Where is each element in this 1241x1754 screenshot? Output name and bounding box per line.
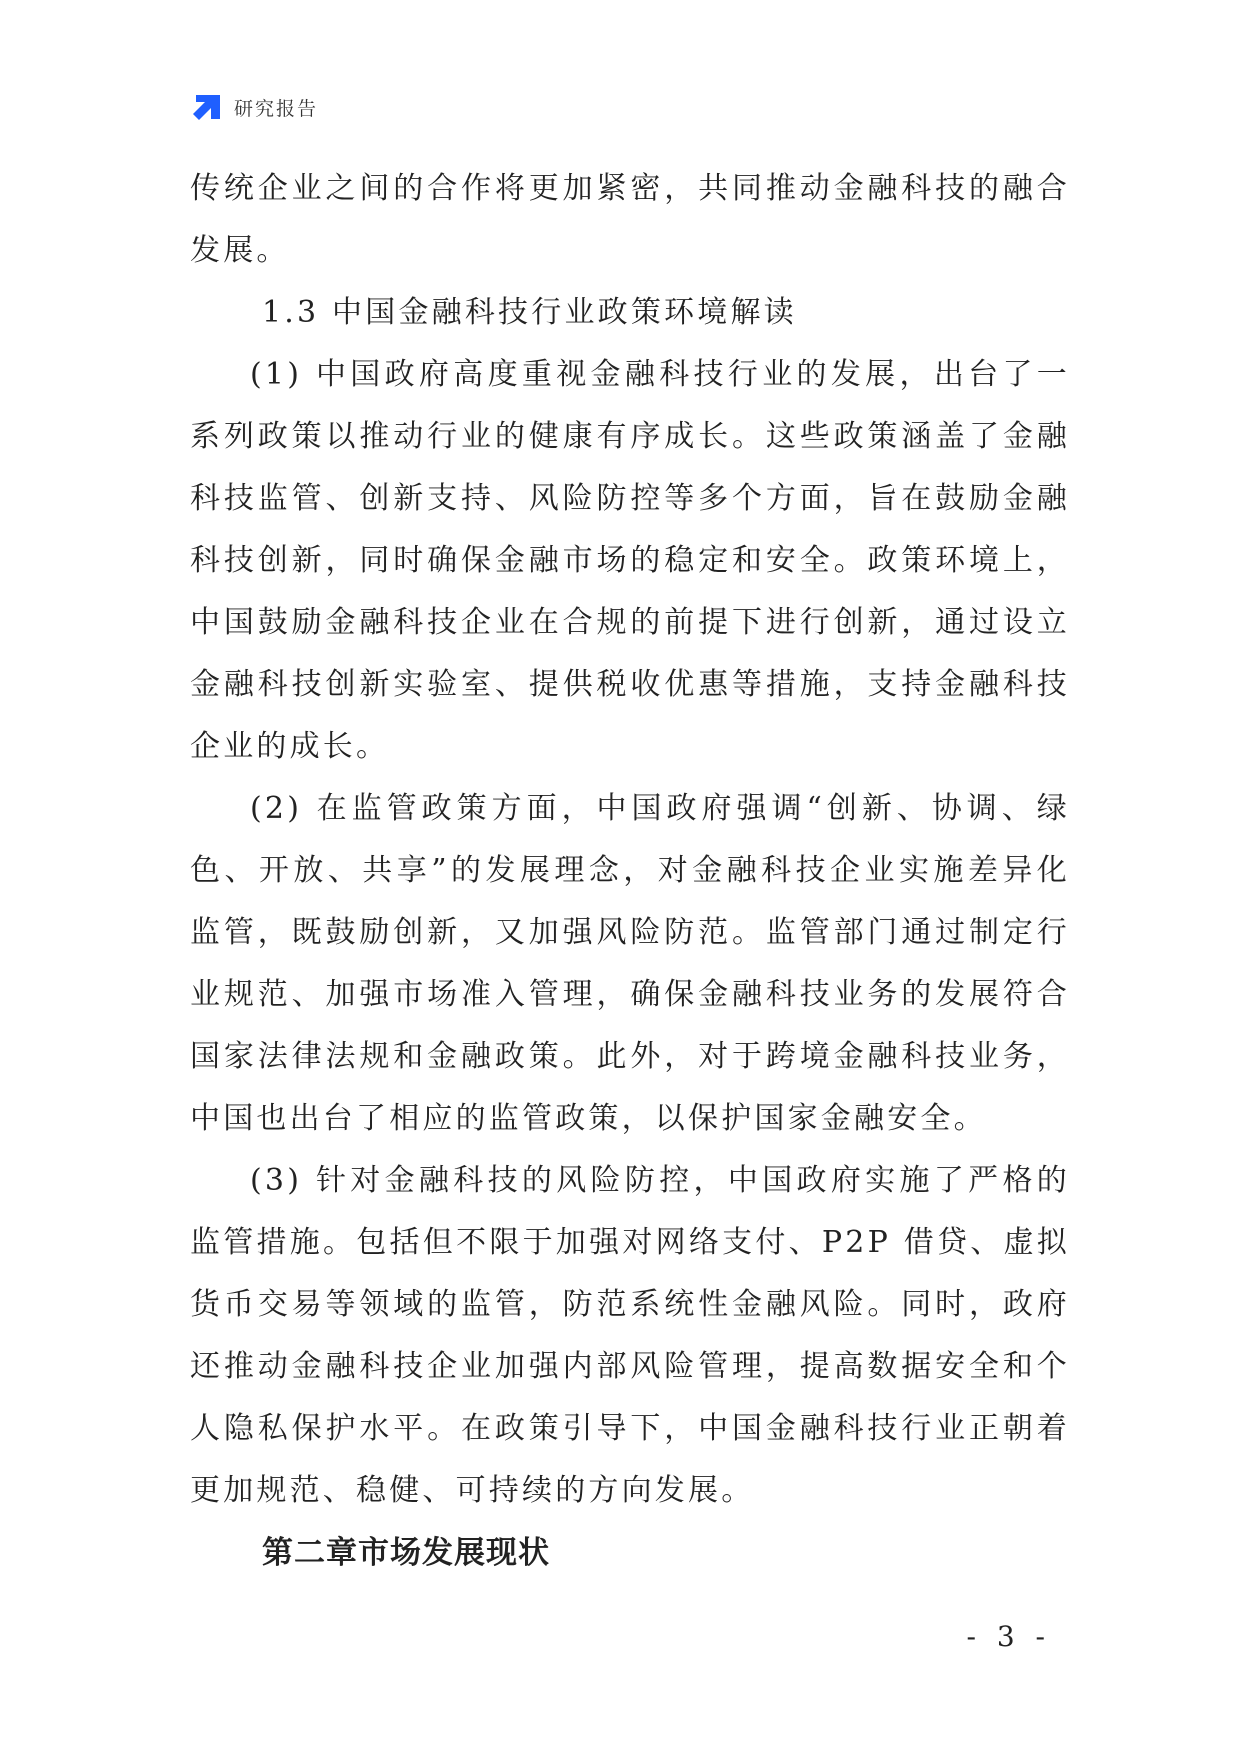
arrow-up-right-icon [190,91,222,123]
report-header [190,90,318,124]
policy-paragraph-3: (3) 针对金融科技的风险防控，中国政府实施了严格的监管措施。包括但不限于加强对网络支付、P2P 借贷、虚拟货币交易等领域的监管，防范系统性金融风险。同时，政府还推动金融科技企业加强内部风险管理，提高数据安全和个人隐私保护水平。在政策引导下，中国金融科技行业正朝着更加规范、稳健、可持续的方向发展。 [190,1163,1070,1508]
chapter-heading: 第二章市场发展现状 [262,1535,550,1571]
document-body [190,158,1070,1584]
intro-paragraph: 传统企业之间的合作将更加紧密，共同推动金融科技的融合发展。 [190,171,1070,268]
page-number: - 3 - [966,1620,1051,1653]
policy-paragraph-1: (1) 中国政府高度重视金融科技行业的发展，出台了一系列政策以推动行业的健康有序成长。这些政策涵盖了金融科技监管、创新支持、风险防控等多个方面，旨在鼓励金融科技创新，同时确保金融市场的稳定和安全。政策环境上，中国鼓励金融科技企业在合规的前提下进行创新，通过设立金融科技创新实验室、提供税收优惠等措施，支持金融科技企业的成长。 [190,357,1070,764]
section-heading: 1.3 中国金融科技行业政策环境解读 [262,295,797,330]
policy-paragraph-2: (2) 在监管政策方面，中国政府强调“创新、协调、绿色、开放、共享”的发展理念，对金融科技企业实施差异化监管，既鼓励创新，又加强风险防范。监管部门通过制定行业规范、加强市场准入管理，确保金融科技业务的发展符合国家法律法规和金融政策。此外，对于跨境金融科技业务，中国也出台了相应的监管政策，以保护国家金融安全。 [190,791,1070,1136]
header-title: 研究报告 [234,97,319,120]
